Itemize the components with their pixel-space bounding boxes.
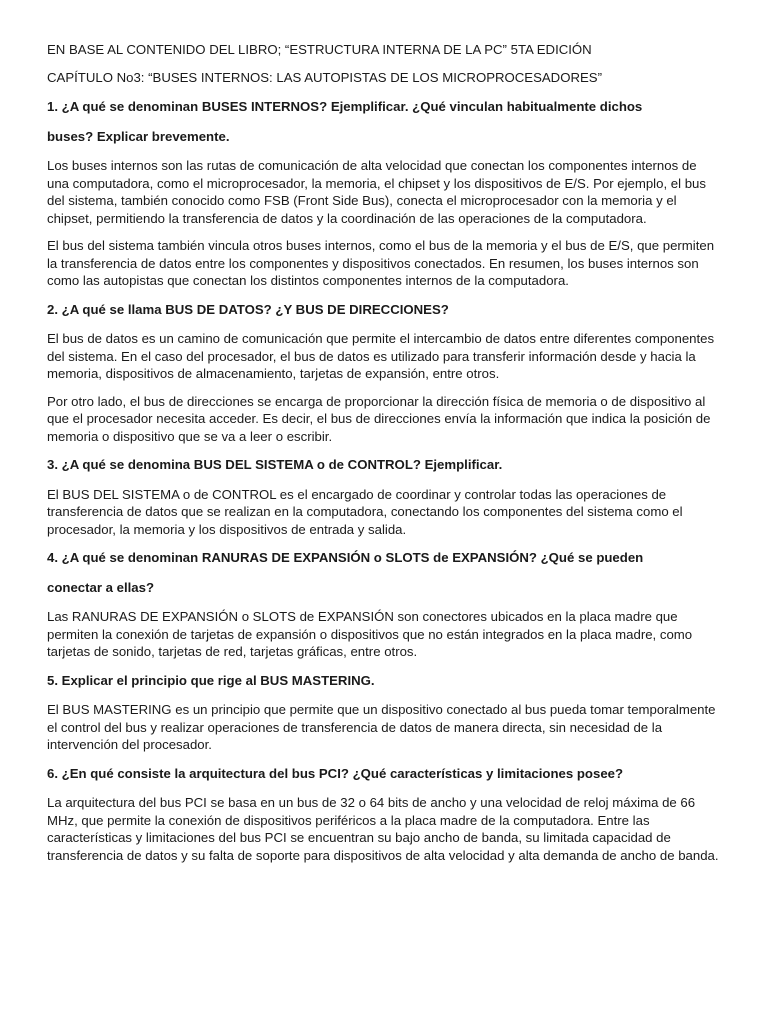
answer-2-paragraph-2: Por otro lado, el bus de direcciones se encarga de proporcionar la dirección física de memoria o de dispositivo al que el procesador necesita acceder. Es decir, el bus de direcciones envía la información que indica la posición de memoria o dispositivo que se va a leer o escribir.: [47, 393, 711, 444]
answer-5-paragraph-1: El BUS MASTERING es un principio que permite que un dispositivo conectado al bus pueda tomar temporalmente el control del bus y realizar operaciones de transferencia de datos de manera directa, sin necesidad de la intervención del procesador.: [47, 702, 716, 752]
document-header-line-2: CAPÍTULO No3: “BUSES INTERNOS: LAS AUTOPISTAS DE LOS MICROPROCESADORES”: [47, 69, 602, 85]
answer-2-paragraph-1: El bus de datos es un camino de comunicación que permite el intercambio de datos entre diferentes componentes del sistema. En el caso del procesador, el bus de datos es utilizado para transferir información desde y hacia la memoria, dispositivos de almacenamiento, tarjetas de expansión, entre otros.: [47, 331, 715, 381]
question-2-title: 2. ¿A qué se llama BUS DE DATOS? ¿Y BUS DE DIRECCIONES?: [47, 301, 449, 317]
question-6-title: 6. ¿En qué consiste la arquitectura del bus PCI? ¿Qué características y limitaciones posee?: [47, 765, 624, 781]
question-4-title-b: conectar a ellas?: [47, 579, 155, 595]
answer-4-paragraph-1: Las RANURAS DE EXPANSIÓN o SLOTS de EXPANSIÓN son conectores ubicados en la placa madre que permiten la conexión de tarjetas de expansión o dispositivos que no están integrados en la placa madre, como tarjetas de sonido, tarjetas de red, tarjetas gráficas, entre otros.: [47, 609, 693, 659]
answer-1-paragraph-1: Los buses internos son las rutas de comunicación de alta velocidad que conectan los componentes internos de una computadora, como el microprocesador, la memoria, el chipset y los dispositivos de E/S. Por ejemplo, el bus del sistema, también conocido como FSB (Front Side Bus), conecta el microprocesador con la memoria y el chipset, permitiendo la transferencia de datos y la coordinación de las operaciones de la computadora.: [47, 158, 706, 226]
answer-3-paragraph-1: El BUS DEL SISTEMA o de CONTROL es el encargado de coordinar y controlar todas las operaciones de transferencia de datos que se realizan en la computadora, conectando los componentes del sistema como el procesador, la memoria y los dispositivos de entrada y salida.: [47, 486, 683, 537]
answer-1-paragraph-2: El bus del sistema también vincula otros buses internos, como el bus de la memoria y el bus de E/S, que permiten la transferencia de datos entre los componentes y dispositivos conectados. En resumen, los buses internos son como las autopistas que conectan los distintos componentes internos de la computadora.: [47, 238, 715, 288]
question-4-title-a: 4. ¿A qué se denominan RANURAS DE EXPANSIÓN o SLOTS de EXPANSIÓN? ¿Qué se pueden: [47, 550, 644, 565]
question-3-title: 3. ¿A qué se denomina BUS DEL SISTEMA o de CONTROL? Ejemplificar.: [47, 457, 503, 472]
question-1-title-b: buses? Explicar brevemente.: [47, 128, 230, 144]
answer-6-paragraph-1: La arquitectura del bus PCI se basa en un bus de 32 o 64 bits de ancho y una velocidad de reloj máxima de 66 MHz, que permite la conexión de dispositivos periféricos a la placa madre de la computadora. Entre las características y limitaciones del bus PCI se encuentran su bajo ancho de banda, su limitada capacidad de transferencia de datos y su falta de soporte para dispositivos de alta velocidad y alta demanda de ancho de banda.: [47, 795, 719, 863]
question-1-title-a: 1. ¿A qué se denominan BUSES INTERNOS? Ejemplificar. ¿Qué vinculan habitualmente dichos: [47, 99, 643, 114]
question-5-title: 5. Explicar el principio que rige al BUS MASTERING.: [47, 672, 375, 688]
document-header-line-1: EN BASE AL CONTENIDO DEL LIBRO; “ESTRUCTURA INTERNA DE LA PC” 5TA EDICIÓN: [47, 42, 592, 57]
